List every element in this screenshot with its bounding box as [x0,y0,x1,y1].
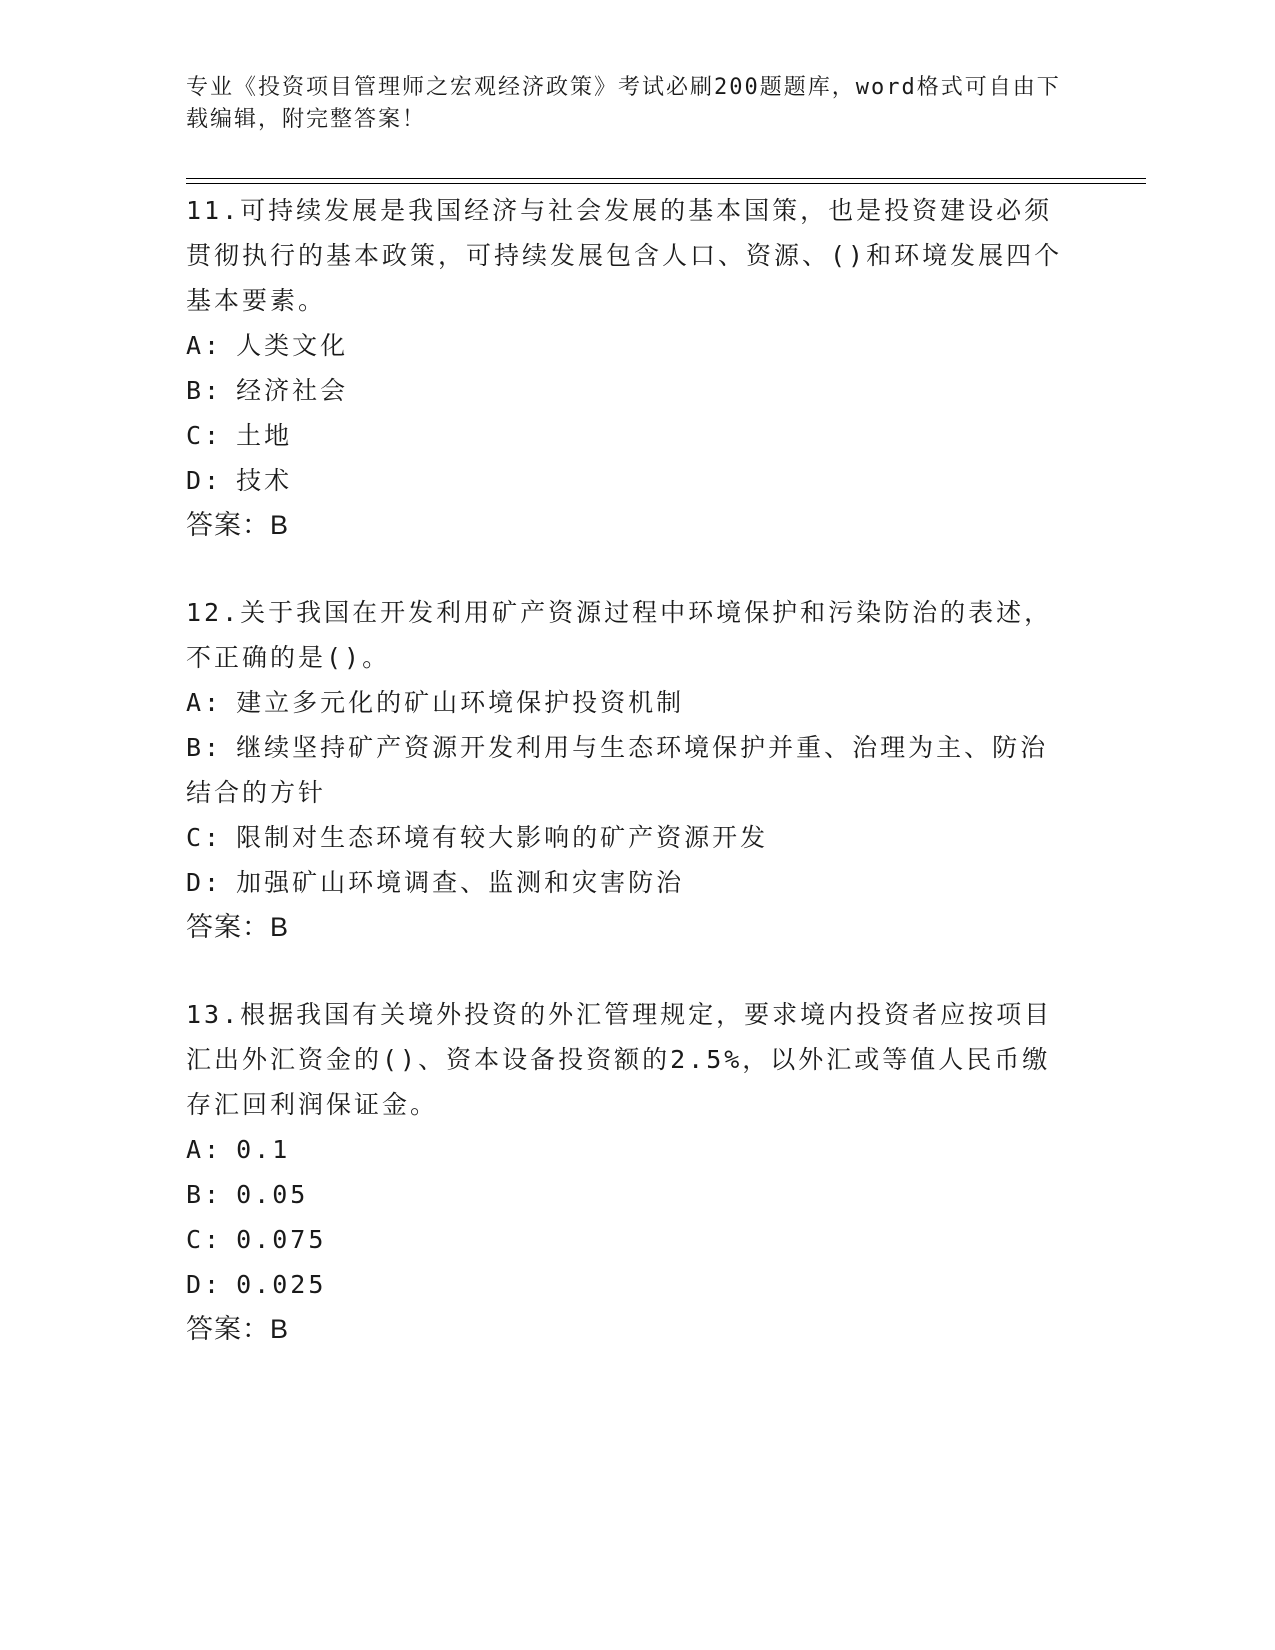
option-text: 土地 [236,421,293,450]
option-label: B: [186,1180,223,1209]
option-c [186,413,1076,458]
option-label: B: [186,733,223,762]
question-13 [186,992,1076,1352]
option-a [186,323,1076,368]
answer-line: 答案：B [186,1314,290,1344]
option-text: 人类文化 [236,331,349,360]
option-d [186,860,1076,905]
option-text: 0.1 [236,1135,291,1164]
question-list [186,188,1076,1394]
option-b [186,368,1076,413]
option-c [186,1217,1076,1262]
option-label: A: [186,688,223,717]
option-c [186,815,1076,860]
question-text: 13.根据我国有关境外投资的外汇管理规定，要求境内投资者应按项目汇出外汇资金的()、资本设备投资额的2.5%，以外汇或等值人民币缴存汇回利润保证金。 [186,1000,1053,1119]
option-text: 建立多元化的矿山环境保护投资机制 [236,688,685,717]
option-b [186,725,1076,815]
option-text: 0.025 [236,1270,327,1299]
option-label: B: [186,376,223,405]
question-text: 12.关于我国在开发利用矿产资源过程中环境保护和污染防治的表述，不正确的是()。 [186,598,1053,672]
option-label: C: [186,1225,223,1254]
header-divider-secondary [186,183,1146,184]
option-label: C: [186,421,223,450]
option-text: 继续坚持矿产资源开发利用与生态环境保护并重、治理为主、防治结合的方针 [186,733,1049,807]
answer-line: 答案：B [186,912,290,942]
header-divider [186,178,1146,179]
question-text: 11.可持续发展是我国经济与社会发展的基本国策，也是投资建设必须贯彻执行的基本政策，可持续发展包含人口、资源、()和环境发展四个基本要素。 [186,196,1063,315]
question-11 [186,188,1076,548]
document-header: 专业《投资项目管理师之宏观经济政策》考试必刷200题题库，word格式可自由下载编辑，附完整答案！ [186,75,1061,132]
option-text: 技术 [236,466,293,495]
option-text: 加强矿山环境调查、监测和灾害防治 [236,868,685,897]
option-a [186,1127,1076,1172]
option-d [186,1262,1076,1307]
option-label: D: [186,868,223,897]
answer-line: 答案：B [186,510,290,540]
option-label: A: [186,1135,223,1164]
option-text: 0.05 [236,1180,309,1209]
option-a [186,680,1076,725]
option-text: 限制对生态环境有较大影响的矿产资源开发 [236,823,769,852]
option-text: 0.075 [236,1225,327,1254]
option-label: A: [186,331,223,360]
option-label: C: [186,823,223,852]
option-d [186,458,1076,503]
option-b [186,1172,1076,1217]
option-label: D: [186,466,223,495]
question-12 [186,590,1076,950]
option-label: D: [186,1270,223,1299]
option-text: 经济社会 [236,376,349,405]
